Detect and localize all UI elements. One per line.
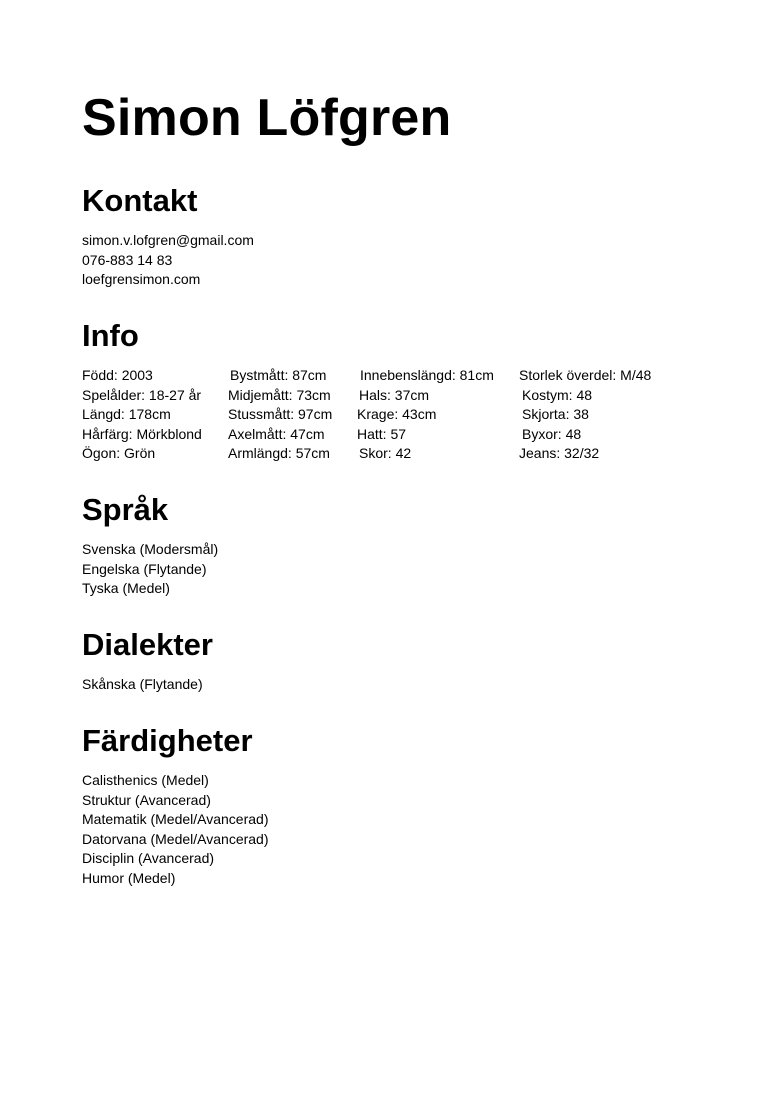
skills-heading: Färdigheter	[82, 723, 253, 758]
info-heading: Info	[82, 318, 139, 353]
info-item: Längd: 178cm	[82, 406, 171, 422]
info-column-measurements	[357, 366, 494, 464]
list-item: Skånska (Flytande)	[82, 676, 203, 692]
info-item: Hals: 37cm	[359, 386, 430, 403]
skills-list	[82, 771, 269, 888]
info-column-personal	[82, 366, 202, 464]
dialects-list	[82, 675, 203, 695]
list-item: Disciplin (Avancerad)	[82, 850, 215, 866]
list-item: Svenska (Modersmål)	[82, 541, 219, 557]
page-title: Simon Löfgren	[82, 89, 452, 147]
languages-heading: Språk	[82, 492, 169, 527]
info-item: Hårfärg: Mörkblond	[82, 425, 202, 442]
contact-phone: 076-883 14 83	[82, 251, 173, 268]
info-item: Skjorta: 38	[522, 406, 589, 422]
info-item: Krage: 43cm	[357, 406, 437, 422]
info-item: Bystmått: 87cm	[230, 367, 327, 383]
dialects-heading: Dialekter	[82, 627, 213, 662]
list-item: Struktur (Avancerad)	[82, 791, 211, 808]
list-item: Engelska (Flytande)	[82, 560, 207, 577]
info-item: Kostym: 48	[522, 386, 593, 403]
info-item: Innebenslängd: 81cm	[360, 367, 494, 383]
contact-website: loefgrensimon.com	[82, 271, 201, 287]
info-column-sizes	[519, 366, 651, 464]
list-item: Datorvana (Medel/Avancerad)	[82, 830, 269, 847]
info-item: Född: 2003	[82, 367, 153, 383]
info-item: Axelmått: 47cm	[228, 425, 325, 442]
list-item: Calisthenics (Medel)	[82, 772, 209, 788]
list-item: Tyska (Medel)	[82, 580, 170, 596]
info-item: Armlängd: 57cm	[228, 445, 330, 461]
info-item: Hatt: 57	[357, 425, 407, 442]
list-item: Matematik (Medel/Avancerad)	[82, 811, 269, 827]
info-column-body	[228, 366, 332, 464]
contact-email: simon.v.lofgren@gmail.com	[82, 232, 254, 248]
info-item: Midjemått: 73cm	[228, 386, 331, 403]
info-item: Spelålder: 18-27 år	[82, 386, 202, 403]
info-item: Skor: 42	[359, 445, 412, 461]
info-item: Byxor: 48	[522, 425, 582, 442]
list-item: Humor (Medel)	[82, 869, 176, 886]
info-item: Storlek överdel: M/48	[519, 367, 652, 383]
info-item: Ögon: Grön	[82, 445, 156, 461]
contact-list	[82, 231, 254, 290]
contact-heading: Kontakt	[82, 183, 198, 218]
languages-list	[82, 540, 218, 599]
info-item: Stussmått: 97cm	[228, 406, 333, 422]
info-item: Jeans: 32/32	[519, 445, 600, 461]
